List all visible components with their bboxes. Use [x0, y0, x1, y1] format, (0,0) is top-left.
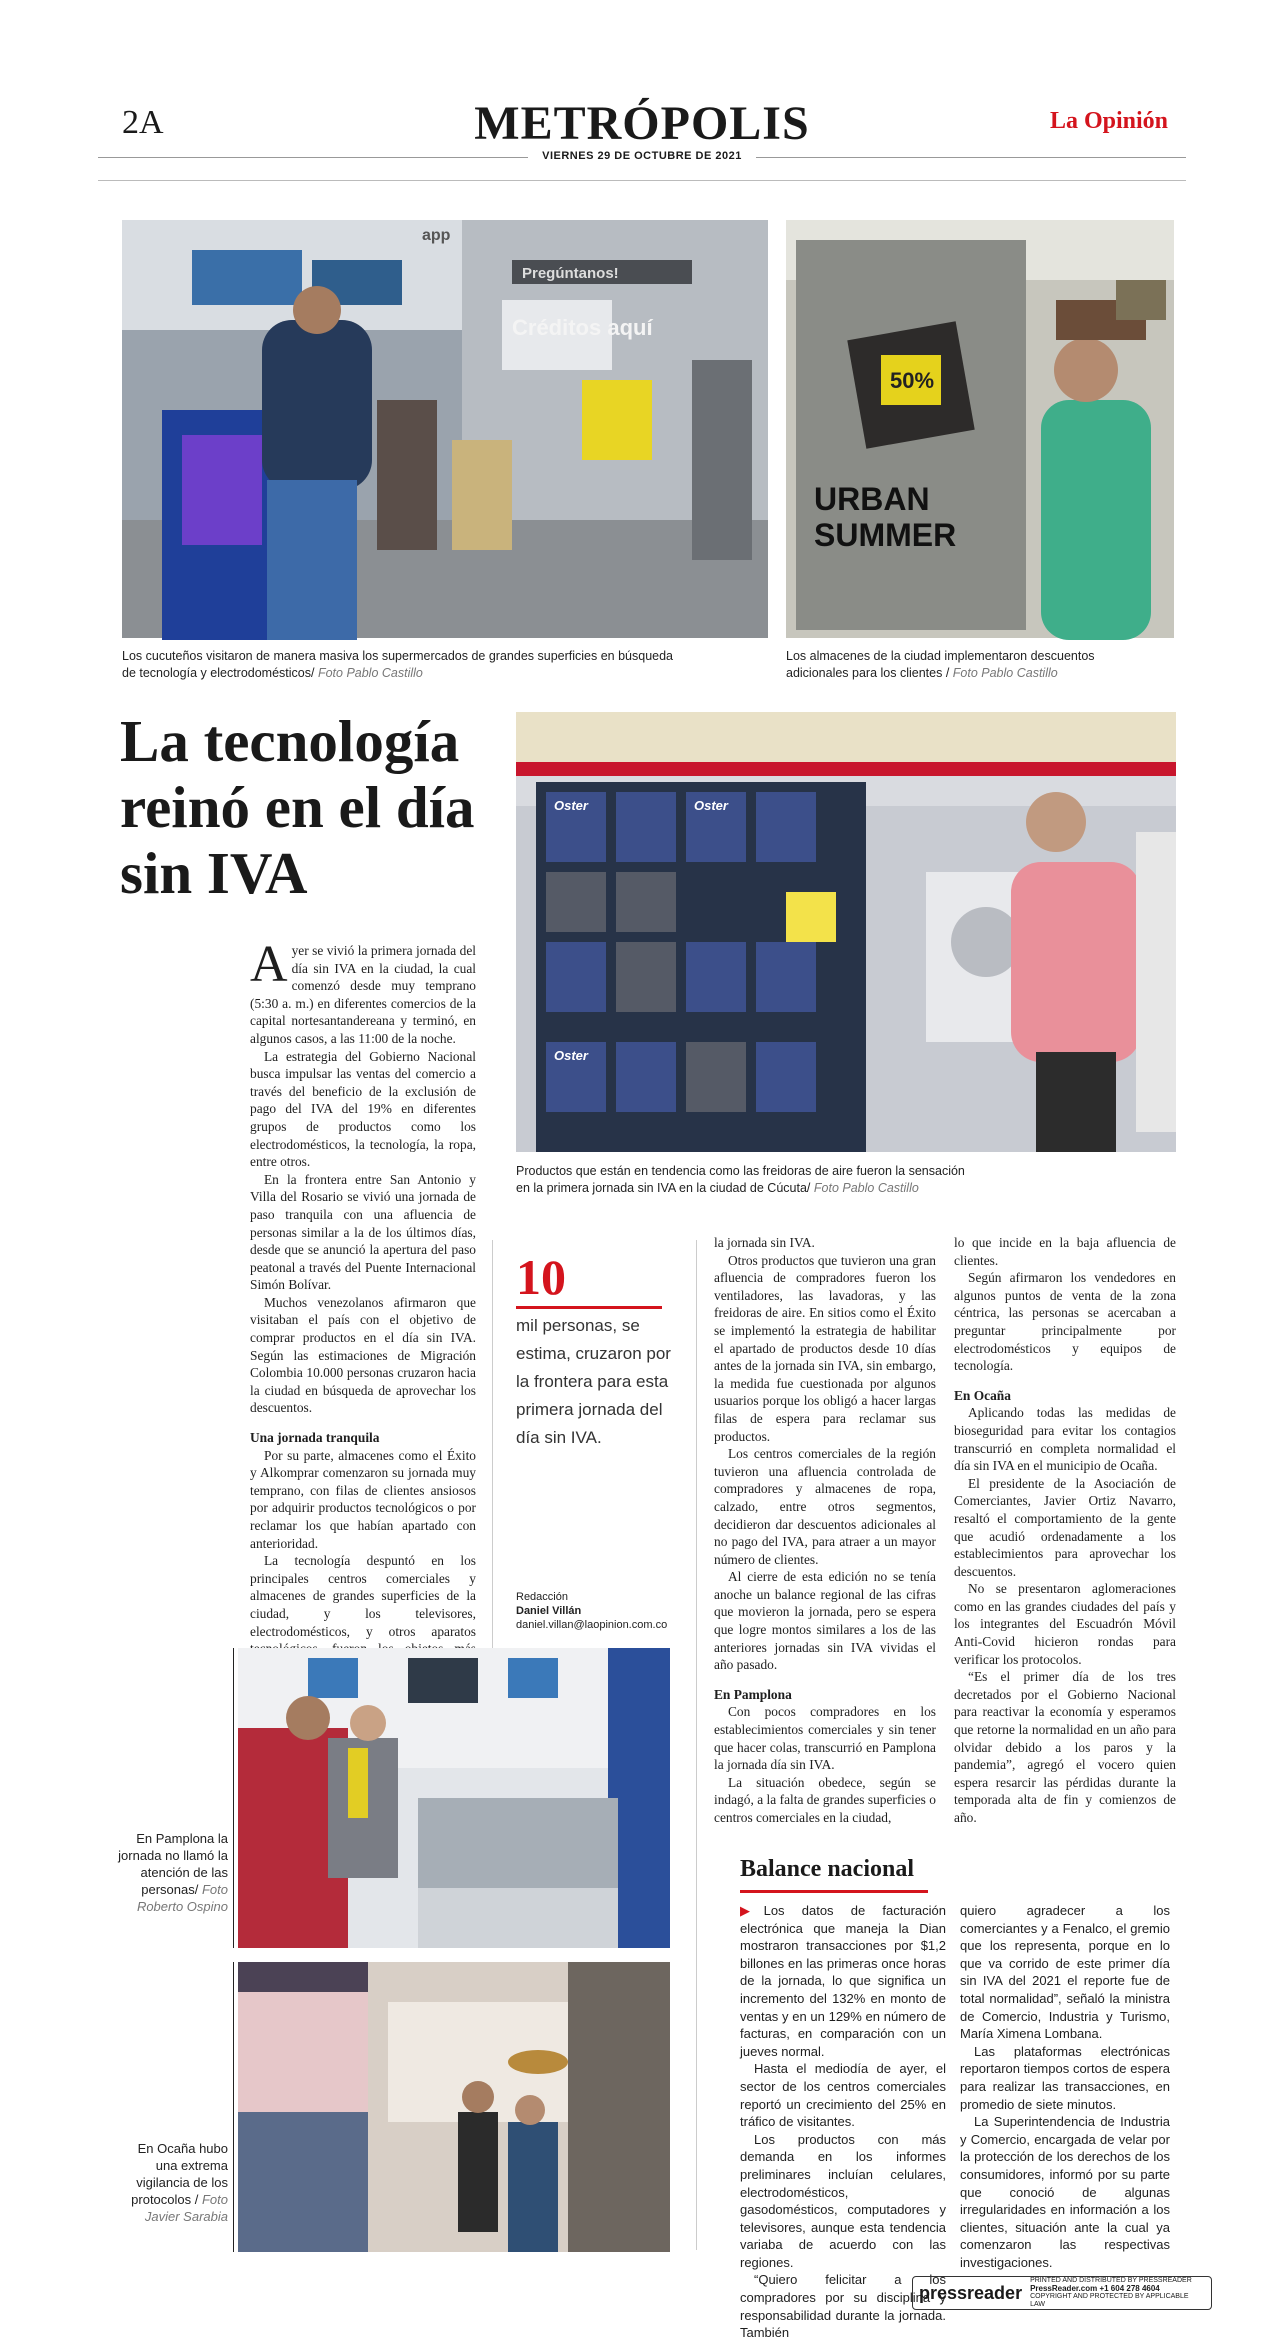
caption-text: Productos que están en tendencia como las freidoras de aire fueron la sensación en la primera jornada sin IVA en la ciudad de Cúcuta/: [516, 1164, 965, 1195]
box-brand-text: Oster: [554, 1048, 588, 1063]
photo-pamplona-store: [238, 1648, 670, 1948]
pull-quote: mil personas, se estima, cruzaron por la frontera para esta primera jornada del día sin IVA.: [516, 1316, 671, 1447]
pressreader-logo: pressreader: [919, 2282, 1023, 2303]
subheading: En Pamplona: [714, 1686, 792, 1702]
photo-caption: [122, 648, 682, 682]
dateline: VIERNES 29 DE OCTUBRE DE 2021: [542, 150, 742, 162]
photo-sign-text: app: [422, 227, 451, 244]
pressreader-line: PressReader.com +1 604 278 4604: [1030, 2284, 1160, 2293]
photo-sign-text: 50%: [890, 368, 935, 393]
photo-credit: Foto Roberto Ospino: [136, 1882, 228, 1914]
byline-label: Redacción: [516, 1591, 568, 1603]
paragraph: Los productos con más demanda en los informes preliminares incluían celulares, electrodomésticos, gasodomésticos, computadores y televisores, aunque esta tendencia variaba de acuerdo con las regiones.: [740, 2131, 946, 2270]
paragraph: Aplicando todas las medidas de bioseguridad para evitar los contagios transcurrió en completa normalidad el día sin IVA en el municipio de Ocaña.: [954, 1405, 1176, 1474]
paragraph: “Quiero felicitar a los compradores por su disciplina y responsabilidad durante la jornada. También: [740, 2272, 946, 2341]
paragraph: No se presentaron aglomeraciones como en las grandes ciudades del país y los integrantes del Escuadrón Móvil Anti-Covid hicieron rondas para verificar los protocolos.: [954, 1581, 1176, 1667]
paragraph: Muchos venezolanos afirmaron que visitaban el país con el objetivo de comprar productos en el día sin IVA. Según las estimaciones de Migración Colombia 10.000 personas cruzaron hacia la ciudad en búsqueda de aprovechar los descuentos.: [250, 1294, 476, 1416]
paragraph: [250, 936, 476, 1048]
photo-caption: [516, 1163, 976, 1197]
subheading: Una jornada tranquila: [250, 1430, 380, 1446]
sidebar-column-2: [960, 1902, 1170, 2271]
photo-store-window: [786, 220, 1174, 638]
pull-rule: [516, 1306, 662, 1309]
byline: [516, 1590, 696, 1632]
photo-credit: Foto Pablo Castillo: [813, 1181, 919, 1195]
pressreader-info: [1030, 2277, 1205, 2309]
caption-text: En Pamplona la jornada no llamó la atención de las personas/: [118, 1831, 228, 1897]
paragraph: Al cierre de esta edición no se tenía anoche un balance regional de las cifras que movieron la jornada, pero se espera que logre montos similares a los de las anteriores jornadas sin IVA vividas el año pasado.: [714, 1569, 936, 1673]
caption-text: En Ocaña hubo una extrema vigilancia de los protocolos /: [131, 2141, 228, 2207]
photo-credit: Foto Pablo Castillo: [952, 666, 1058, 680]
photo-sign-text: SUMMER: [814, 517, 957, 553]
article-column-4: [954, 1234, 1176, 1827]
article-column-1: [250, 936, 476, 1675]
caption-rule: [233, 1648, 234, 1948]
paragraph: Hasta el mediodía de ayer, el sector de los centros comerciales reportó un crecimiento del 25% en tráfico de visitantes.: [740, 2061, 946, 2130]
paragraph: Los centros comerciales de la región tuvieron una afluencia controlada de compradores y almacenes de ropa, calzado, entre otros segmentos, decidieron dar descuentos adicionales al no pago del IVA, para atraer a un mayor número de clientes.: [714, 1446, 936, 1567]
pressreader-badge: [912, 2276, 1212, 2310]
paragraph: La estrategia del Gobierno Nacional busca impulsar las ventas del comercio a través del beneficio de la exclusión de pago del IVA del 19% en diferentes grupos de productos como los electrodomésticos, la tecnología, la ropa, entre otros.: [250, 1048, 476, 1170]
photo-caption: [118, 2140, 228, 2225]
paragraph: Según afirmaron los vendedores en algunos puntos de venta de la zona céntrica, las personas se acercaban a preguntar principalmente por electrodomésticos y equipos de tecnología.: [954, 1270, 1176, 1374]
paragraph: lo que incide en la baja afluencia de clientes.: [954, 1235, 1176, 1268]
paragraph: La tecnología despuntó en los principales centros comerciales y almacenes de grandes superficies de la ciudad, y los televisores, electrodomésticos, y otros aparatos: [250, 1553, 476, 1639]
sidebar-rule: [740, 1890, 928, 1893]
photo-caption: [118, 1830, 228, 1915]
photo-store-crowd: [122, 220, 768, 638]
photo-ocana-store: [238, 1962, 670, 2252]
paragraph: Por su parte, almacenes como el Éxito y Alkomprar comenzaron su jornada muy temprano, con filas de clientes ansiosos por adquirir productos tecnológicos o por reclamar los que habían apartado con anterioridad.: [250, 1447, 476, 1551]
article-headline: La tecnología reinó en el día sin IVA: [120, 708, 475, 906]
masthead-bottom-rule: [98, 180, 1186, 181]
paragraph: la jornada sin IVA.: [714, 1235, 815, 1250]
pull-number: 10: [516, 1249, 566, 1305]
paragraph: Con pocos compradores en los establecimientos comerciales y sin tener que hacer colas, transcurrió en Pamplona la jornada día sin IVA.: [714, 1704, 936, 1773]
paragraph: En la frontera entre San Antonio y Villa del Rosario se vivió una jornada de paso tranquila con una afluencia de personas similar a la de los últimos días, desde que se anunció la apertura del paso peatonal a través del Puente Internacional Simón Bolívar.: [250, 1171, 476, 1293]
paragraph: La Superintendencia de Industria y Comercio, encargada de velar por la protección de los derechos de los consumidores, informó por su parte que conoció de algunas irregularidades en información a los clientes, situación ante la cual ya comenzaron las respectivas investigaciones.: [960, 2114, 1170, 2270]
photo-credit: Foto Javier Sarabia: [144, 2192, 228, 2224]
paragraph-text: yer se vivió la primera jornada del día sin IVA en la ciudad, la cual comenzó desde muy temprano (5:30 a. m.) en diferentes comercios de la capital nortesantandereana y terminó, en algunos casos, a las 11:00 de la noche.: [250, 943, 476, 1046]
author-email: daniel.villan@laopinion.com.co: [516, 1619, 668, 1631]
photo-caption: [786, 648, 1116, 682]
photo-sign-text: Créditos aquí: [512, 315, 653, 340]
sidebar-title: Balance nacional: [740, 1856, 915, 1882]
paragraph: [740, 1902, 946, 2060]
caption-rule: [233, 1962, 234, 2252]
paragraph: Las plataformas electrónicas reportaron tiempos cortos de espera para realizar las transacciones, en promedio de siete minutos.: [960, 2043, 1170, 2112]
paragraph-text: Los datos de facturación electrónica que maneja la Dian mostraron transacciones por $1,2 billones en las primeras once horas de la jornada, lo que significa un incremento del 132% en monto de ventas y en un 129% en número de facturas, en comparación con un jueves normal.: [740, 1903, 946, 2059]
drop-cap: A: [250, 936, 288, 993]
box-brand-text: Oster: [554, 798, 588, 813]
newspaper-logo: La Opinión: [1049, 108, 1168, 134]
paragraph: La situación obedece, según se indagó, a la falta de grandes superficies o centros comerciales en la ciudad,: [714, 1774, 936, 1825]
page-number: 2A: [122, 104, 164, 141]
box-brand-text: Oster: [694, 798, 728, 813]
paragraph: quiero agradecer a los comerciantes y a Fenalco, el gremio que los representa, porque en lo que va corrido de este primer día sin IVA del 2021 el reporte fue de total normalidad”, señaló la ministra de Comercio, Industria y Turismo, María Ximena Lombana.: [960, 1903, 1170, 2042]
photo-sign-text: Pregúntanos!: [522, 265, 619, 282]
section-title: METRÓPOLIS: [474, 97, 810, 150]
photo-credit: Foto Pablo Castillo: [317, 666, 423, 680]
caption-text: Los cucuteños visitaron de manera masiva los supermercados de grandes superficies en búsqueda de tecnología y electrodomésticos/: [122, 649, 674, 680]
photo-sign-text: URBAN: [814, 481, 930, 517]
pressreader-line: COPYRIGHT AND PROTECTED BY APPLICABLE LAW: [1030, 2293, 1189, 2308]
caption-text: Los almacenes de la ciudad implementaron descuentos adicionales para los clientes /: [786, 649, 1095, 680]
paragraph: “Es el primer día de los tres decretados por el Gobierno Nacional para reactivar la economía y esperamos que retorne la normalidad en un año para olvidar debido a los paros y la pandemia”, agregó el vocero quien espera resarcir las pérdidas durante la temporada alta de fin y comienzos de año.: [954, 1669, 1176, 1825]
article-column-3: [714, 1234, 936, 1827]
column-divider: [696, 1240, 697, 2250]
author-name: Daniel Villán: [516, 1605, 582, 1617]
paragraph: Otros productos que tuvieron una gran afluencia de compradores fueron los ventiladores, las lavadoras, y las freidoras de aire. En sitios como el Éxito se implementó la estrategia de habilitar el apartado de productos desde 10 días antes de la jornada sin IVA, sin embargo, la medida fue cuestionada por algunos usuarios porque los obligó a hacer largas filas de espera para reclamar sus productos.: [714, 1252, 936, 1444]
paragraph: El presidente de la Asociación de Comerciantes, Javier Ortiz Navarro, resaltó el comportamiento de la gente que acudió ordenadamente a los establecimientos para aprovechar los descuentos.: [954, 1475, 1176, 1579]
subheading: En Ocaña: [954, 1387, 1011, 1403]
bullet-arrow-icon: ▶: [740, 1903, 764, 1918]
pressreader-line: PRINTED AND DISTRIBUTED BY PRESSREADER: [1030, 2277, 1192, 2284]
photo-air-fryers: [516, 712, 1176, 1152]
